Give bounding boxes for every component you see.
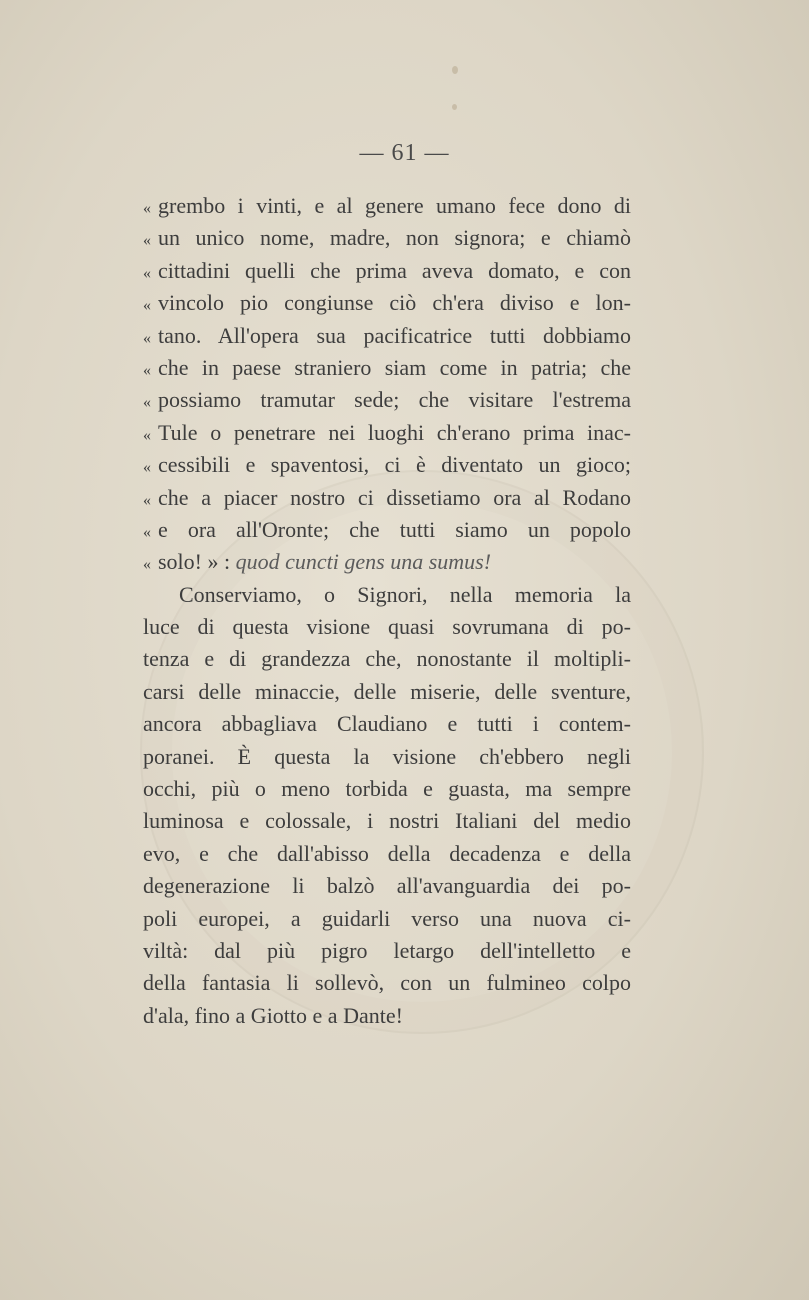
quote-line-text: grembo i vinti, e al genere umano fece dono di xyxy=(158,193,631,218)
paragraph-line: luminosa e colossale, i nostri Italiani del medio xyxy=(143,808,631,834)
quote-line-text: e ora all'Oronte; che tutti siamo un popolo xyxy=(158,516,631,542)
quote-line xyxy=(143,222,631,254)
paragraph-line: occhi, più o meno torbida e guasta, ma sempre xyxy=(143,776,631,802)
quote-final-prefix: solo! » : xyxy=(158,549,236,575)
quote-mark: « xyxy=(143,523,151,541)
quote-mark: « xyxy=(143,297,151,315)
quote-line-text: che a piacer nostro ci dissetiamo ora al Rodano xyxy=(158,484,631,510)
quote-mark: « xyxy=(143,426,151,444)
quote-line xyxy=(143,384,631,416)
paragraph-line: evo, e che dall'abisso della decadenza e della xyxy=(143,840,631,866)
quote-line-text: Tule o penetrare nei luoghi ch'erano prima inac- xyxy=(158,419,631,445)
paragraph-line: Conserviamo, o Signori, nella memoria la xyxy=(179,581,631,607)
paragraph-line: poranei. È questa la visione ch'ebbero negli xyxy=(143,743,631,769)
paragraph-line: luce di questa visione quasi sovrumana di po- xyxy=(143,614,631,640)
quotation-block xyxy=(143,190,631,546)
quote-mark: « xyxy=(143,361,151,379)
quote-line xyxy=(143,190,631,222)
latin-phrase: quod cuncti gens una sumus! xyxy=(235,549,492,575)
paper-speck xyxy=(452,66,458,74)
quote-line xyxy=(143,482,631,514)
quote-line xyxy=(143,449,631,481)
quote-final-line xyxy=(143,546,631,578)
quote-mark: « xyxy=(143,329,151,347)
paper-speck xyxy=(452,104,457,110)
paragraph-line: d'ala, fino a Giotto e a Dante! xyxy=(143,1002,403,1028)
quote-line xyxy=(143,287,631,319)
quote-mark: « xyxy=(143,200,151,217)
text-body xyxy=(143,190,631,1032)
quote-mark: « xyxy=(143,264,151,282)
quote-line-text: che in paese straniero siam come in patria; che xyxy=(158,354,631,380)
quote-mark: « xyxy=(143,232,151,250)
quote-mark: « xyxy=(143,459,151,477)
paragraph-line: poli europei, a guidarli verso una nuova ci- xyxy=(143,905,631,931)
quote-mark: « xyxy=(143,394,151,412)
quote-line xyxy=(143,320,631,352)
quote-line-text: cessibili e spaventosi, ci è diventato un gioco; xyxy=(158,452,631,478)
quote-mark: « xyxy=(143,556,151,574)
quote-line-text: un unico nome, madre, non signora; e chiamò xyxy=(158,225,631,251)
quote-line-text: possiamo tramutar sede; che visitare l'estrema xyxy=(158,387,631,413)
quote-line-text: vincolo pio congiunse ciò ch'era diviso e lon- xyxy=(158,290,631,316)
quote-line xyxy=(143,352,631,384)
paragraph-line: carsi delle minaccie, delle miserie, delle sventure, xyxy=(143,678,631,704)
page-number: — 61 — xyxy=(359,140,450,166)
quote-line xyxy=(143,514,631,546)
paragraph xyxy=(143,579,631,1032)
quote-line xyxy=(143,417,631,449)
quote-mark: « xyxy=(143,491,151,509)
paragraph-line: viltà: dal più pigro letargo dell'intelletto e xyxy=(143,937,631,963)
paragraph-line: della fantasia li sollevò, con un fulmineo colpo xyxy=(143,970,631,996)
quote-line xyxy=(143,255,631,287)
paragraph-line: tenza e di grandezza che, nonostante il moltipli- xyxy=(143,646,631,672)
paragraph-line: degenerazione li balzò all'avanguardia dei po- xyxy=(143,873,631,899)
quote-line-text: cittadini quelli che prima aveva domato, e con xyxy=(158,257,631,283)
quote-line-text: tano. All'opera sua pacificatrice tutti dobbiamo xyxy=(158,322,631,348)
paragraph-line: ancora abbagliava Claudiano e tutti i contem- xyxy=(143,711,631,737)
